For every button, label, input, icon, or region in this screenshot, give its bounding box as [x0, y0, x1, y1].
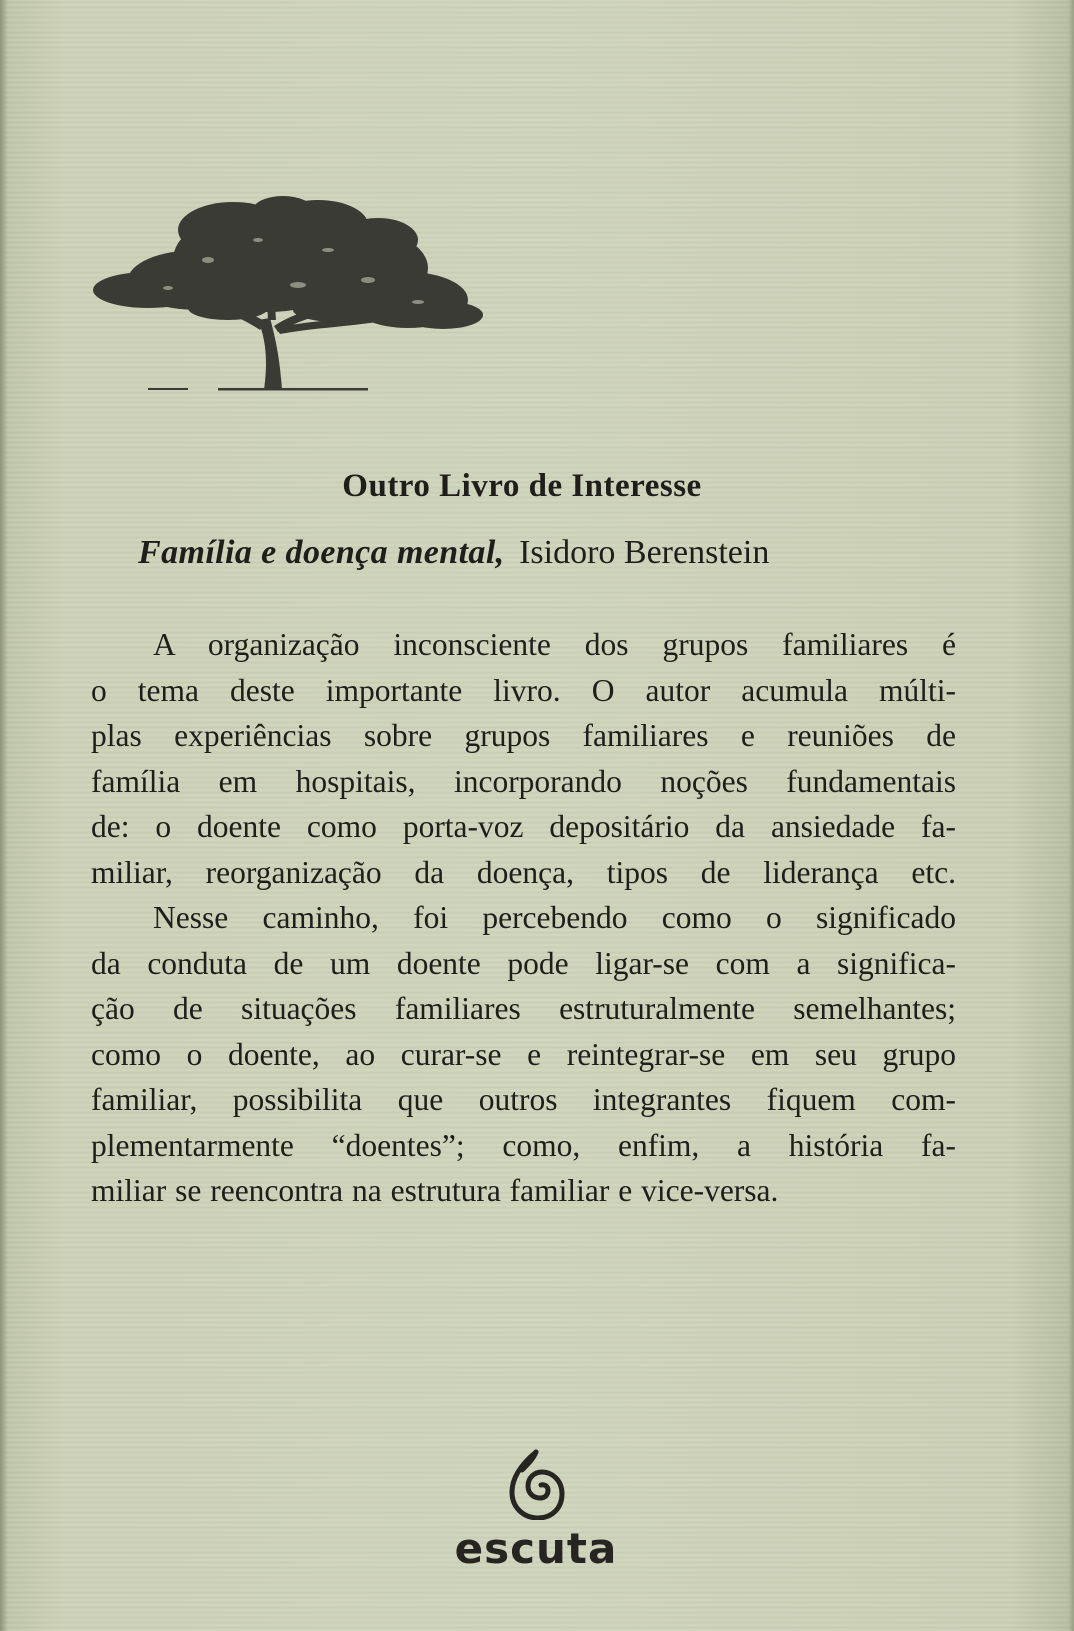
- text-line: de: o doente como porta-voz depositário da ansiedade fa-: [91, 809, 956, 844]
- section-heading: Outro Livro de Interesse: [342, 468, 702, 504]
- publisher-logo: [436, 1448, 636, 1573]
- text-line: plementarmente “doentes”; como, enfim, a história fa-: [91, 1127, 956, 1163]
- cover-edge-left: [0, 0, 8, 1631]
- book-title: Família e doença mental,: [138, 534, 505, 571]
- text-line: plas experiências sobre grupos familiares e reuniões de: [91, 718, 956, 753]
- text-line: familiar, possibilita que outros integrantes fiquem com-: [91, 1082, 956, 1117]
- spiral-shell-icon: [504, 1448, 568, 1520]
- cover-edge-right: [1068, 0, 1074, 1631]
- tree-icon: [88, 190, 498, 420]
- text-line: Nesse caminho, foi percebendo como o significado: [153, 900, 956, 935]
- text-line: ção de situações familiares estruturalmente semelhantes;: [91, 991, 956, 1026]
- paragraph-2: [91, 895, 956, 1214]
- text-line: da conduta de um doente pode ligar-se com a significa-: [91, 945, 956, 981]
- text-line: família em hospitais, incorporando noções fundamentais: [91, 763, 956, 799]
- text-line: miliar se reencontra na estrutura familiar e vice-versa.: [91, 1173, 779, 1208]
- paragraph-1: [91, 622, 956, 895]
- text-line: miliar, reorganização da doença, tipos de liderança etc.: [91, 854, 956, 890]
- publisher-name: escuta: [454, 1524, 618, 1573]
- book-reference: [138, 534, 769, 572]
- text-line: o tema deste importante livro. O autor acumula múlti-: [91, 672, 956, 708]
- text-line: como o doente, ao curar-se e reintegrar-se em seu grupo: [91, 1036, 956, 1072]
- text-line: A organização inconsciente dos grupos familiares é: [153, 627, 956, 662]
- book-author: Isidoro Berenstein: [519, 534, 770, 571]
- description-text: [91, 622, 956, 1214]
